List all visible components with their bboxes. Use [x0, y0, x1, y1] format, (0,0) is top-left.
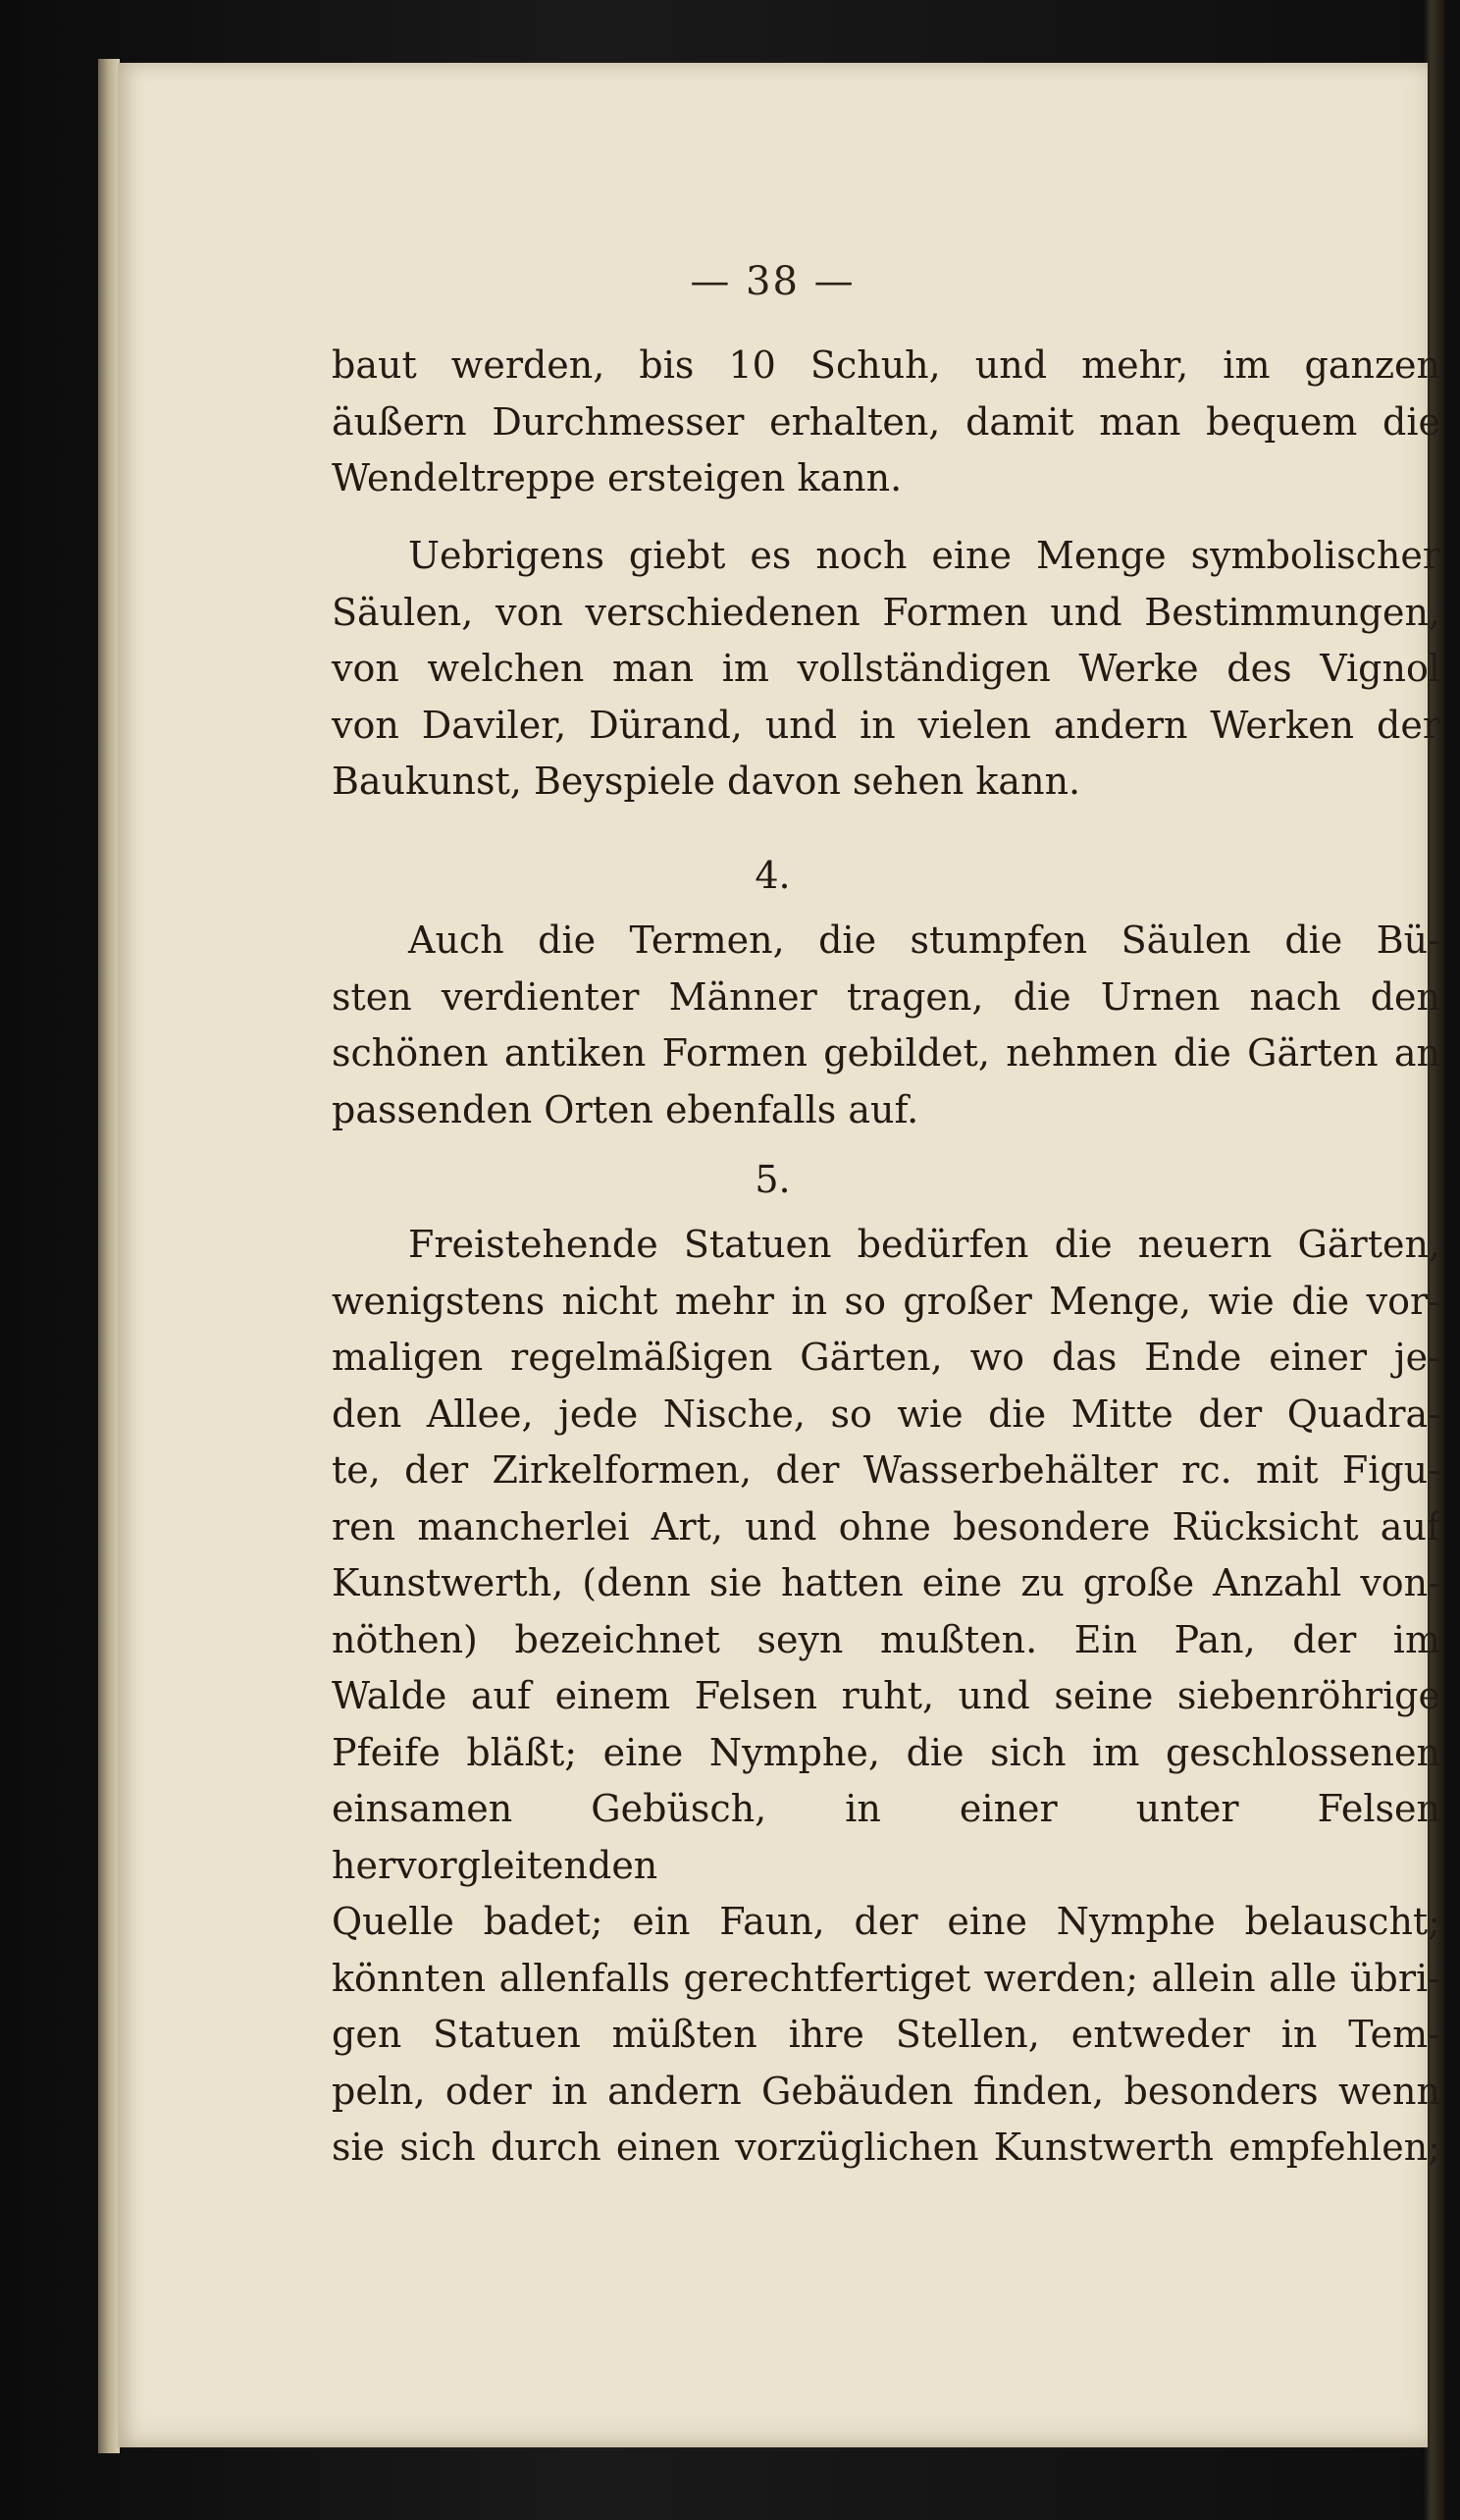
text-line: den Allee, jede Nische, so wie die Mitte der Quadra-	[332, 1391, 1440, 1436]
text-line: Uebrigens giebt es noch eine Menge symbolischer	[408, 534, 1440, 577]
text-line: nöthen) bezeichnet seyn mußten. Ein Pan, der im	[332, 1617, 1440, 1661]
text-line: passenden Orten ebenfalls auf.	[332, 1087, 919, 1131]
text-line: einsamen Gebüsch, in einer unter Felsen hervorgleitenden	[332, 1787, 1440, 1887]
text-line: baut werden, bis 10 Schuh, und mehr, im ganzen	[332, 343, 1440, 387]
text-line: von welchen man im vollständigen Werke des Vignol	[332, 647, 1440, 690]
text-line: Baukunst, Beyspiele davon sehen kann.	[332, 760, 1081, 803]
text-line: äußern Durchmesser erhalten, damit man bequem die	[332, 399, 1440, 444]
text-line: Auch die Termen, die stumpfen Säulen die Bü-	[408, 919, 1440, 962]
page-fold-edge	[98, 59, 120, 2453]
section-number-5: 5.	[755, 1158, 791, 1201]
text-line: sie sich durch einen vorzüglichen Kunstwerth empfehlen;	[332, 2126, 1440, 2169]
text-line: Kunstwerth, (denn sie hatten eine zu große Anzahl von-	[332, 1561, 1440, 1604]
text-line: Freistehende Statuen bedürfen die neuern Gärten,	[408, 1223, 1440, 1266]
text-line: Quelle badet; ein Faun, der eine Nymphe belauscht;	[332, 1900, 1440, 1943]
text-line: Wendeltreppe ersteigen kann.	[332, 456, 903, 499]
text-line: sten verdienter Männer tragen, die Urnen nach den	[332, 974, 1440, 1019]
paragraph-continuation	[332, 338, 1440, 507]
page-number: — 38 —	[690, 259, 856, 304]
paragraph-symbolic-columns	[332, 528, 1440, 811]
text-line: Walde auf einem Felsen ruht, und seine siebenröhrige	[332, 1674, 1440, 1717]
text-line: von Daviler, Dürand, und in vielen andern Werken der	[332, 703, 1440, 747]
section-number-4: 4.	[755, 854, 791, 897]
text-line: wenigstens nicht mehr in so großer Menge, wie die vor-	[332, 1279, 1440, 1323]
text-line: ren mancherlei Art, und ohne besondere Rücksicht auf	[332, 1504, 1440, 1549]
book-page	[118, 63, 1440, 2447]
text-line: gen Statuen müßten ihre Stellen, entweder in Tem-	[332, 2013, 1440, 2056]
paragraph-termen	[332, 913, 1440, 1138]
text-line: Säulen, von verschiedenen Formen und Bestimmungen,	[332, 590, 1440, 634]
text-line: könnten allenfalls gerechtfertiget werden; allein alle übri-	[332, 1956, 1440, 2000]
text-line: maligen regelmäßigen Gärten, wo das Ende einer je-	[332, 1336, 1440, 1379]
text-line: te, der Zirkelformen, der Wasserbehälter rc. mit Figu-	[332, 1448, 1440, 1492]
text-line: schönen antiken Formen gebildet, nehmen die Gärten an	[332, 1031, 1440, 1075]
text-line: peln, oder in andern Gebäuden finden, besonders wenn	[332, 2069, 1440, 2113]
text-line: Pfeife bläßt; eine Nymphe, die sich im geschlossenen	[332, 1730, 1440, 1774]
paragraph-statues	[332, 1217, 1440, 2177]
